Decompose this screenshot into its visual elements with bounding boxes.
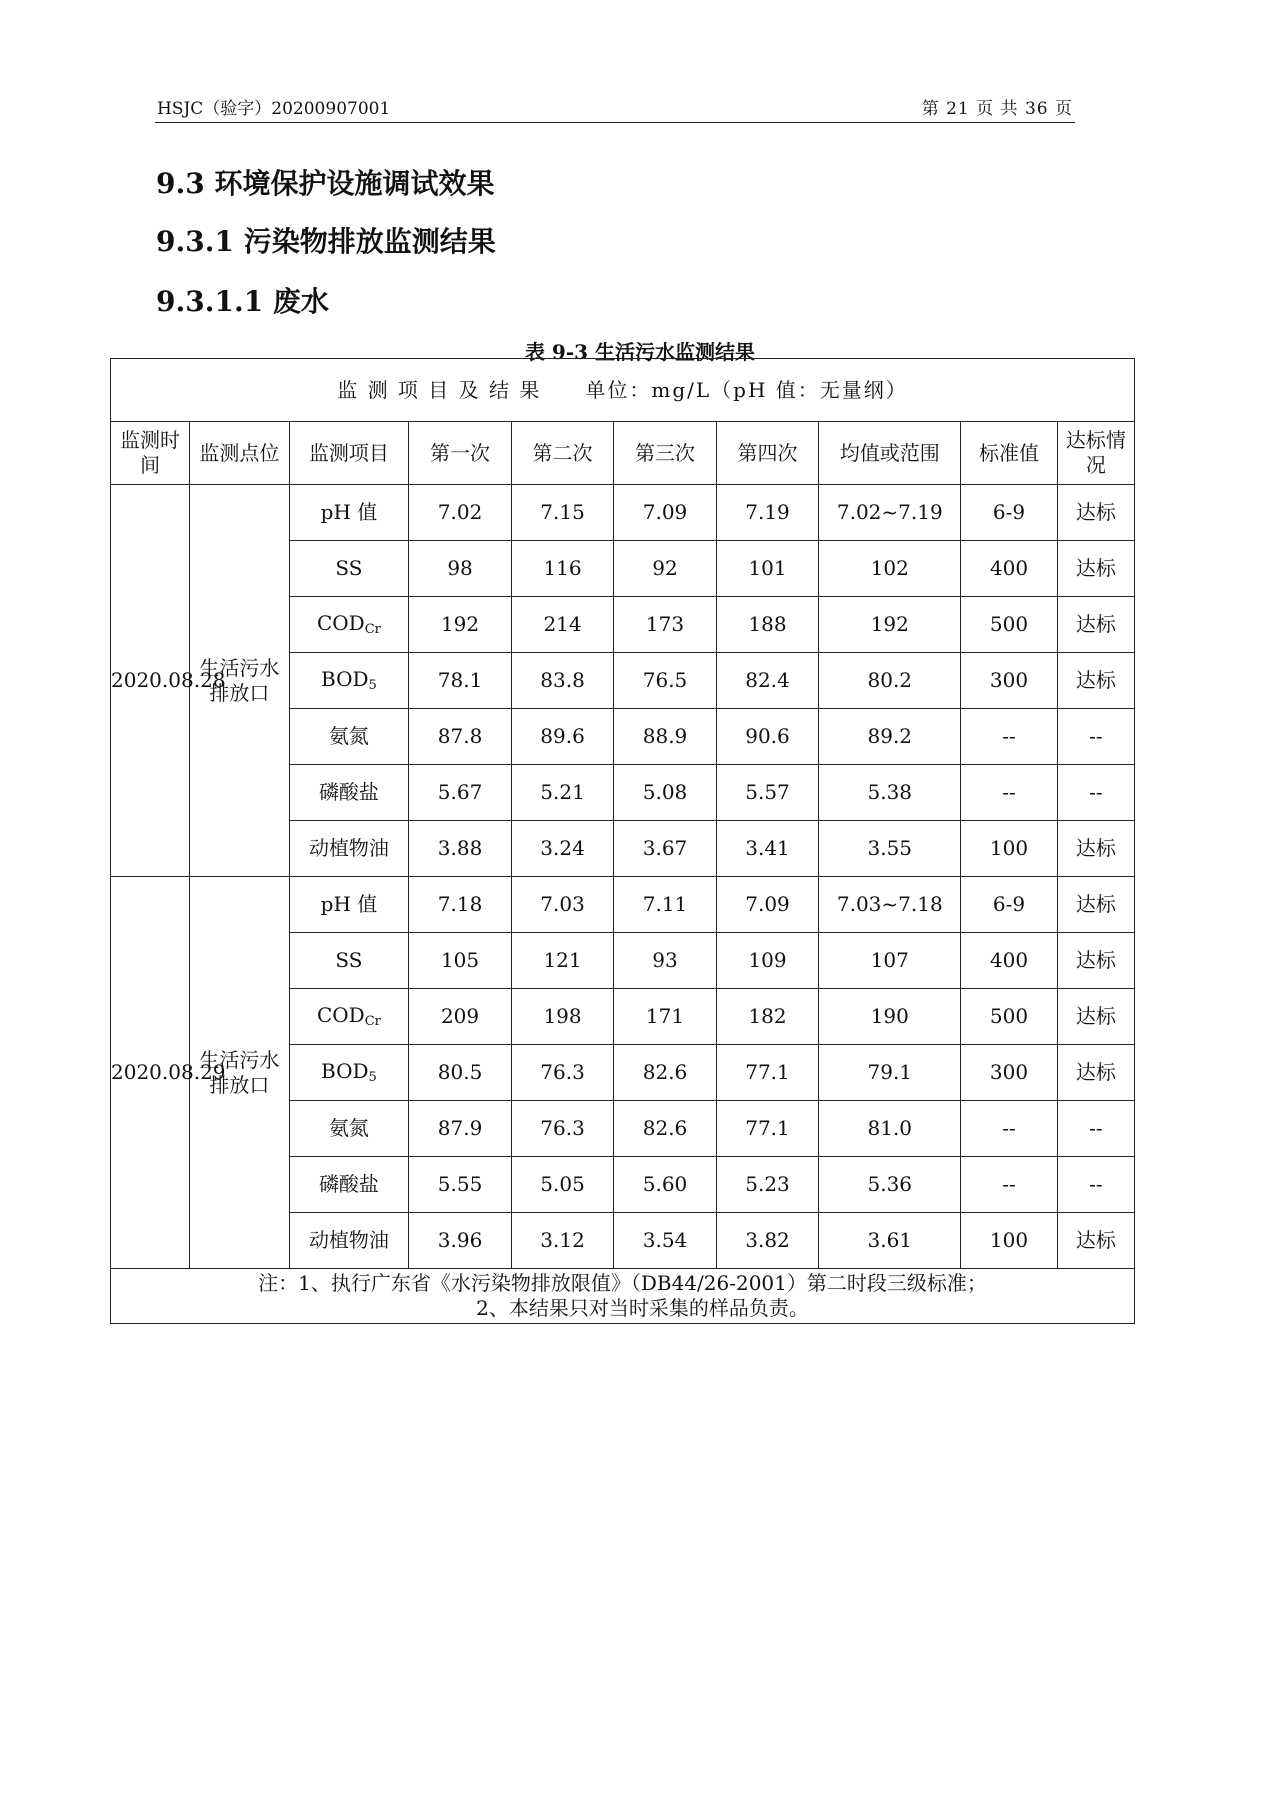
value-run4: 82.4 [716, 653, 818, 709]
value-run1: 209 [409, 989, 511, 1045]
item-name: SS [335, 556, 363, 580]
value-run1: 87.9 [409, 1101, 511, 1157]
column-header-location: 监测点位 [190, 422, 289, 485]
item-name: SS [335, 948, 363, 972]
value-mean-range: 102 [819, 541, 961, 597]
column-header-run3: 第三次 [614, 422, 716, 485]
monitoring-location: 生活污水排放口 [190, 485, 289, 877]
value-run4: 182 [716, 989, 818, 1045]
value-run2: 121 [511, 933, 613, 989]
standard-value: 100 [961, 1213, 1057, 1269]
column-header-run1: 第一次 [409, 422, 511, 485]
compliance-status: 达标 [1057, 821, 1134, 877]
value-run3: 5.08 [614, 765, 716, 821]
monitoring-item [289, 1045, 409, 1101]
value-run4: 77.1 [716, 1101, 818, 1157]
column-header-standard: 标准值 [961, 422, 1057, 485]
monitoring-item [289, 877, 409, 933]
value-run1: 5.55 [409, 1157, 511, 1213]
monitoring-item [289, 765, 409, 821]
value-run4: 3.82 [716, 1213, 818, 1269]
standard-value: 300 [961, 1045, 1057, 1101]
value-run3: 82.6 [614, 1101, 716, 1157]
item-name: BOD [321, 666, 369, 691]
value-run4: 90.6 [716, 709, 818, 765]
monitoring-item [289, 989, 409, 1045]
column-header-compliance: 达标情况 [1057, 422, 1134, 485]
compliance-status: 达标 [1057, 541, 1134, 597]
monitoring-location: 生活污水排放口 [190, 877, 289, 1269]
standard-value: 6-9 [961, 877, 1057, 933]
value-run4: 3.41 [716, 821, 818, 877]
compliance-status: 达标 [1057, 877, 1134, 933]
value-mean-range: 5.36 [819, 1157, 961, 1213]
value-run3: 82.6 [614, 1045, 716, 1101]
monitoring-item [289, 933, 409, 989]
value-run3: 7.11 [614, 877, 716, 933]
value-run2: 7.03 [511, 877, 613, 933]
value-run2: 76.3 [511, 1045, 613, 1101]
standard-value: 400 [961, 541, 1057, 597]
value-run2: 116 [511, 541, 613, 597]
subsubsection-heading: 9.3.1.1 废水 [156, 285, 329, 318]
value-run1: 98 [409, 541, 511, 597]
item-name: 动植物油 [308, 1228, 389, 1252]
value-run1: 80.5 [409, 1045, 511, 1101]
monitoring-item [289, 821, 409, 877]
compliance-status: 达标 [1057, 485, 1134, 541]
value-run3: 5.60 [614, 1157, 716, 1213]
item-subscript: 5 [368, 1069, 377, 1085]
note-line: 2、本结果只对当时采集的样品负责。 [436, 1296, 809, 1320]
value-run3: 171 [614, 989, 716, 1045]
value-run2: 198 [511, 989, 613, 1045]
standard-value: -- [961, 1157, 1057, 1213]
compliance-status: -- [1057, 1157, 1134, 1213]
value-mean-range: 79.1 [819, 1045, 961, 1101]
table-notes [111, 1269, 1135, 1324]
value-run1: 5.67 [409, 765, 511, 821]
monitoring-date: 2020.08.28 [111, 485, 190, 877]
item-name: 磷酸盐 [318, 1172, 379, 1196]
value-mean-range: 7.02~7.19 [819, 485, 961, 541]
item-name: COD [316, 1002, 365, 1027]
value-run1: 3.96 [409, 1213, 511, 1269]
monitoring-item [289, 1157, 409, 1213]
value-run3: 3.67 [614, 821, 716, 877]
monitoring-results-table [110, 358, 1135, 1324]
compliance-status: 达标 [1057, 989, 1134, 1045]
item-name: pH 值 [320, 500, 378, 524]
item-subscript: 5 [368, 677, 377, 693]
value-run1: 7.02 [409, 485, 511, 541]
item-name: 磷酸盐 [318, 780, 379, 804]
value-run2: 214 [511, 597, 613, 653]
item-name: pH 值 [320, 892, 378, 916]
compliance-status: 达标 [1057, 597, 1134, 653]
value-mean-range: 3.61 [819, 1213, 961, 1269]
standard-value: 500 [961, 597, 1057, 653]
value-run4: 5.23 [716, 1157, 818, 1213]
standard-value: 400 [961, 933, 1057, 989]
standard-value: 300 [961, 653, 1057, 709]
table-row [111, 877, 1135, 933]
report-id: HSJC（验字）20200907001 [157, 99, 391, 119]
value-mean-range: 81.0 [819, 1101, 961, 1157]
value-run3: 88.9 [614, 709, 716, 765]
monitoring-item [289, 597, 409, 653]
value-mean-range: 89.2 [819, 709, 961, 765]
column-header-item: 监测项目 [289, 422, 409, 485]
value-run2: 7.15 [511, 485, 613, 541]
monitoring-item [289, 541, 409, 597]
monitoring-date: 2020.08.29 [111, 877, 190, 1269]
value-run2: 3.24 [511, 821, 613, 877]
value-run3: 173 [614, 597, 716, 653]
page-header [155, 96, 1075, 123]
column-header-run2: 第二次 [511, 422, 613, 485]
value-run3: 93 [614, 933, 716, 989]
value-mean-range: 80.2 [819, 653, 961, 709]
value-mean-range: 107 [819, 933, 961, 989]
monitoring-item [289, 485, 409, 541]
value-run1: 192 [409, 597, 511, 653]
value-run3: 3.54 [614, 1213, 716, 1269]
monitoring-item [289, 709, 409, 765]
value-run2: 5.05 [511, 1157, 613, 1213]
item-name: BOD [321, 1058, 369, 1083]
standard-value: 100 [961, 821, 1057, 877]
value-run2: 5.21 [511, 765, 613, 821]
value-run3: 92 [614, 541, 716, 597]
standard-value: 500 [961, 989, 1057, 1045]
compliance-status: 达标 [1057, 933, 1134, 989]
monitoring-item [289, 1213, 409, 1269]
value-run2: 3.12 [511, 1213, 613, 1269]
value-run2: 76.3 [511, 1101, 613, 1157]
column-header-mean-range: 均值或范围 [819, 422, 961, 485]
value-run4: 77.1 [716, 1045, 818, 1101]
item-name: 动植物油 [308, 836, 389, 860]
page-number: 第 21 页 共 36 页 [921, 99, 1073, 119]
table-caption: 表 9-3 生活污水监测结果 [524, 340, 756, 364]
section-heading: 9.3 环境保护设施调试效果 [156, 167, 495, 200]
compliance-status: -- [1057, 1101, 1134, 1157]
value-run3: 7.09 [614, 485, 716, 541]
note-line: 注：1、执行广东省《水污染物排放限值》（DB44/26-2001）第二时段三级标准； [258, 1271, 987, 1295]
monitoring-item [289, 653, 409, 709]
value-run4: 7.19 [716, 485, 818, 541]
value-mean-range: 3.55 [819, 821, 961, 877]
item-subscript: Cr [364, 1013, 381, 1029]
compliance-status: 达标 [1057, 1045, 1134, 1101]
value-mean-range: 7.03~7.18 [819, 877, 961, 933]
standard-value: 6-9 [961, 485, 1057, 541]
table-row [111, 485, 1135, 541]
monitoring-item [289, 1101, 409, 1157]
compliance-status: -- [1057, 709, 1134, 765]
value-mean-range: 5.38 [819, 765, 961, 821]
compliance-status: 达标 [1057, 653, 1134, 709]
value-run2: 83.8 [511, 653, 613, 709]
value-run1: 3.88 [409, 821, 511, 877]
table-unit-title: 监 测 项 目 及 结 果 单位：mg/L（pH 值：无量纲） [111, 359, 1135, 422]
subsection-heading: 9.3.1 污染物排放监测结果 [156, 225, 496, 258]
item-name: COD [316, 610, 365, 635]
standard-value: -- [961, 709, 1057, 765]
value-run1: 87.8 [409, 709, 511, 765]
value-run4: 109 [716, 933, 818, 989]
value-run3: 76.5 [614, 653, 716, 709]
column-header-time: 监测时间 [111, 422, 190, 485]
value-run4: 7.09 [716, 877, 818, 933]
value-run4: 188 [716, 597, 818, 653]
value-run1: 7.18 [409, 877, 511, 933]
value-run2: 89.6 [511, 709, 613, 765]
standard-value: -- [961, 765, 1057, 821]
value-run1: 78.1 [409, 653, 511, 709]
value-run4: 101 [716, 541, 818, 597]
value-mean-range: 190 [819, 989, 961, 1045]
value-mean-range: 192 [819, 597, 961, 653]
value-run1: 105 [409, 933, 511, 989]
compliance-status: 达标 [1057, 1213, 1134, 1269]
item-subscript: Cr [364, 621, 381, 637]
value-run4: 5.57 [716, 765, 818, 821]
column-header-run4: 第四次 [716, 422, 818, 485]
item-name: 氨氮 [328, 1116, 369, 1140]
item-name: 氨氮 [328, 724, 369, 748]
compliance-status: -- [1057, 765, 1134, 821]
standard-value: -- [961, 1101, 1057, 1157]
